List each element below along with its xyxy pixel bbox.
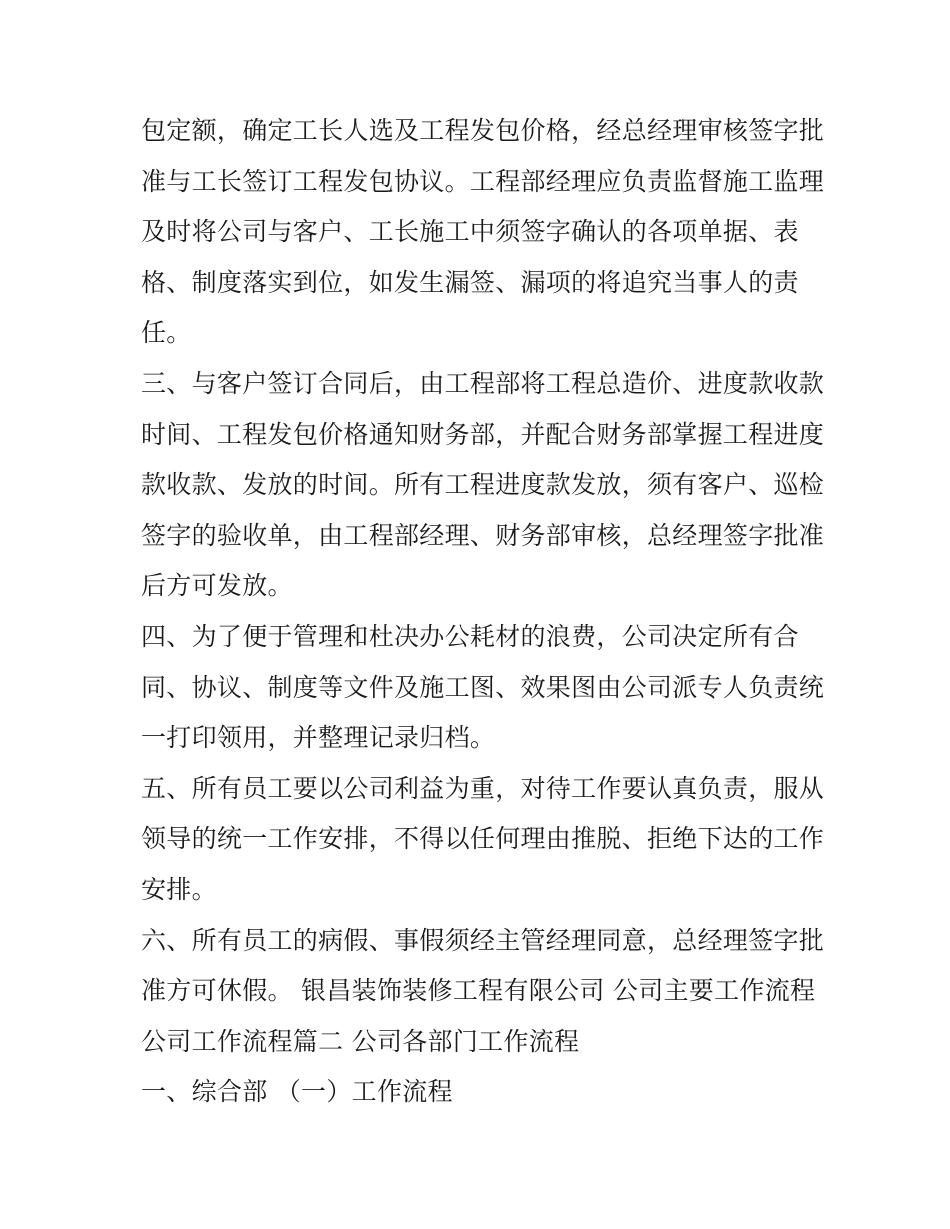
text-line: 五、所有员工要以公司利益为重，对待工作要认真负责，服从 xyxy=(141,773,825,803)
text-line: 时间、工程发包价格通知财务部，并配合财务部掌握工程进度 xyxy=(141,419,825,449)
text-line: 一打印领用，并整理记录归档。 xyxy=(141,723,496,753)
text-line: 签字的验收单，由工程部经理、财务部审核，总经理签字批准 xyxy=(141,520,825,550)
text-line: 安排。 xyxy=(141,874,217,904)
text-line: 包定额，确定工长人选及工程发包价格，经总经理审核签字批 xyxy=(141,116,825,145)
text-line: 公司工作流程篇二 公司各部门工作流程 xyxy=(141,1026,580,1056)
text-line: 四、为了便于管理和杜决办公耗材的浪费，公司决定所有合 xyxy=(141,621,799,651)
text-line: 同、协议、制度等文件及施工图、效果图由公司派专人负责统 xyxy=(141,672,825,702)
text-line: 格、制度落实到位，如发生漏签、漏项的将追究当事人的责 xyxy=(141,267,799,297)
text-line: 准与工长签订工程发包协议。工程部经理应负责监督施工监理 xyxy=(141,166,825,196)
text-line: 款收款、发放的时间。所有工程进度款发放，须有客户、巡检 xyxy=(141,470,825,500)
text-line: 任。 xyxy=(141,318,192,348)
text-line: 后方可发放。 xyxy=(141,571,293,601)
text-line: 六、所有员工的病假、事假须经主管经理同意，总经理签字批 xyxy=(141,925,825,955)
text-line: 领导的统一工作安排，不得以任何理由推脱、拒绝下达的工作 xyxy=(141,824,825,854)
text-line: 三、与客户签订合同后，由工程部将工程总造价、进度款收款 xyxy=(141,368,825,398)
text-line: 准方可休假。 银昌装饰装修工程有限公司 公司主要工作流程 xyxy=(141,976,816,1006)
text-line: 及时将公司与客户、工长施工中须签字确认的各项单据、表 xyxy=(141,217,799,247)
text-line: 一、综合部 （一）工作流程 xyxy=(141,1077,453,1107)
document-body xyxy=(141,106,825,1118)
